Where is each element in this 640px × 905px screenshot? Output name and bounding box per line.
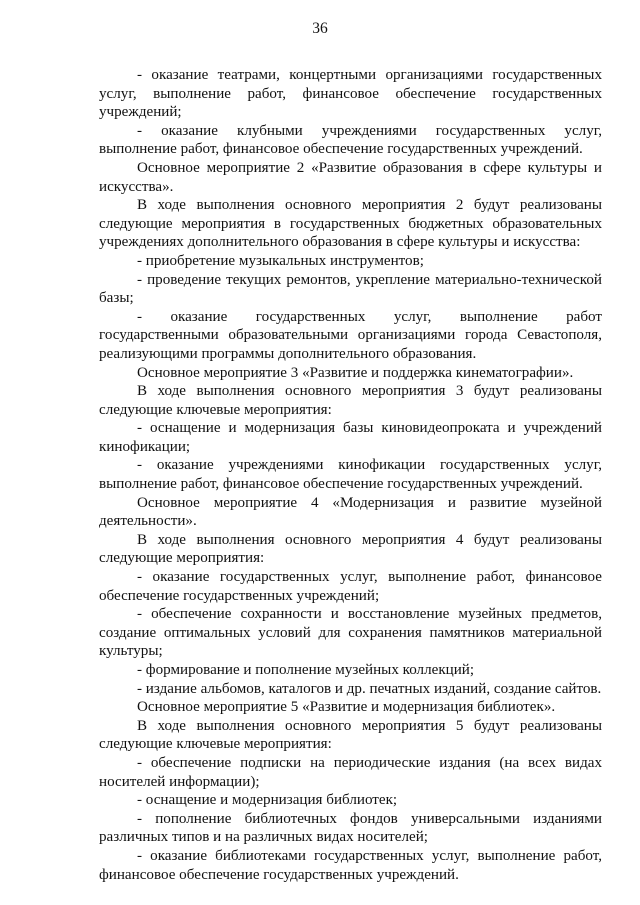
paragraph-museum-services: - оказание государственных услуг, выполнение работ, финансовое обеспечение государственных учреждений; bbox=[99, 569, 602, 604]
paragraph-cinema-services: - оказание учреждениями кинофикации государственных услуг, выполнение работ, финансовое обеспечение государственных учреждений. bbox=[99, 457, 602, 493]
paragraph-subscriptions: - обеспечение подписки на периодические издания (на всех видах носителей информации); bbox=[99, 754, 602, 790]
paragraph-education-services: - оказание государственных услуг, выполнение работ государственными образовательными организациями города Севастополя, реализующими программы дополнительного образования. bbox=[99, 308, 602, 362]
paragraph-museum-preservation: - обеспечение сохранности и восстановление музейных предметов, создание оптимальных условий для сохранения памятников материальной культуры; bbox=[99, 606, 602, 660]
page-number: 36 bbox=[312, 20, 328, 37]
paragraph-measure-5-title: Основное мероприятие 5 «Развитие и модернизация библиотек». bbox=[137, 699, 556, 716]
paragraph-measure-4-intro: В ходе выполнения основного мероприятия 4 будут реализованы следующие мероприятия: bbox=[99, 531, 602, 567]
paragraph-measure-4-title: Основное мероприятие 4 «Модернизация и развитие музейной деятельности». bbox=[99, 494, 602, 530]
paragraph-measure-2-title: Основное мероприятие 2 «Развитие образования в сфере культуры и искусства». bbox=[99, 159, 602, 195]
paragraph-measure-5-intro: В ходе выполнения основного мероприятия 5 будут реализованы следующие ключевые мероприятия: bbox=[99, 717, 602, 753]
document-body bbox=[99, 0, 602, 884]
paragraph-measure-3-title: Основное мероприятие 3 «Развитие и поддержка кинематографии». bbox=[137, 364, 574, 381]
paragraph-measure-2-intro: В ходе выполнения основного мероприятия 2 будут реализованы следующие мероприятия в государственных бюджетных образовательных учреждениях дополнительного образования в сфере культуры и искусства: bbox=[99, 197, 602, 251]
paragraph-theatre-services: - оказание театрами, концертными организациями государственных услуг, выполнение работ, финансовое обеспечение государственных учреждений; bbox=[99, 67, 602, 121]
paragraph-club-services: - оказание клубными учреждениями государственных услуг, выполнение работ, финансовое обеспечение государственных учреждений. bbox=[99, 122, 602, 158]
paragraph-library-services: - оказание библиотеками государственных услуг, выполнение работ, финансовое обеспечение государственных учреждений. bbox=[99, 847, 602, 883]
paragraph-library-equipment: - оснащение и модернизация библиотек; bbox=[137, 792, 398, 809]
document-page bbox=[99, 0, 602, 884]
paragraph-cinema-equipment: - оснащение и модернизация базы киновидеопроката и учреждений кинофикации; bbox=[99, 420, 602, 455]
paragraph-library-funds: - пополнение библиотечных фондов универсальными изданиями различных типов и на различных видах носителей; bbox=[99, 810, 602, 846]
paragraph-museum-collections: - формирование и пополнение музейных коллекций; bbox=[137, 662, 475, 678]
paragraph-measure-3-intro: В ходе выполнения основного мероприятия 3 будут реализованы следующие ключевые мероприятия: bbox=[99, 383, 602, 418]
paragraph-repairs: - проведение текущих ремонтов, укрепление материально-технической базы; bbox=[99, 271, 602, 307]
paragraph-publications: - издание альбомов, каталогов и др. печатных изданий, создание сайтов. bbox=[137, 680, 602, 697]
paragraph-musical-instruments: - приобретение музыкальных инструментов; bbox=[137, 252, 424, 269]
